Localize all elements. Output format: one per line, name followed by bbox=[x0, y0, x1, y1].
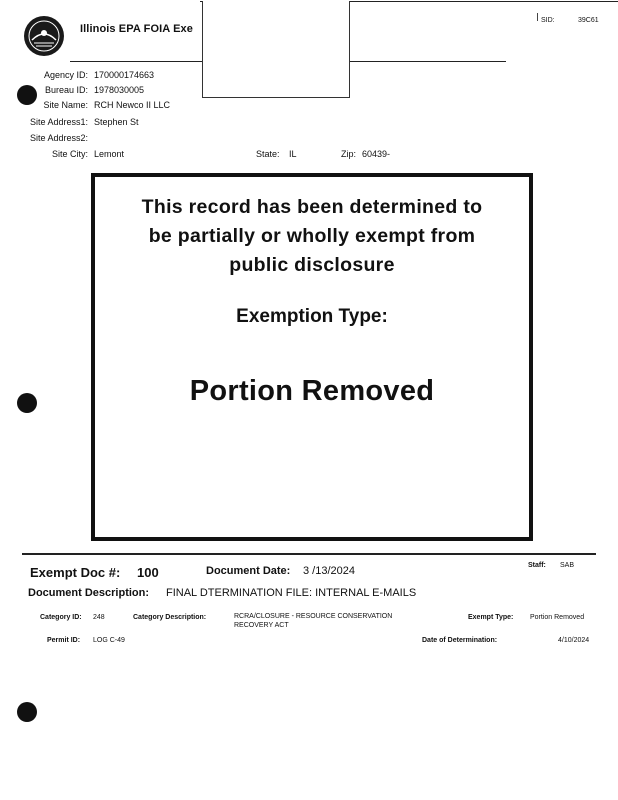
exemption-notice-text bbox=[95, 193, 529, 280]
site-name-value: RCH Newco II LLC bbox=[94, 100, 171, 110]
category-description-line-1: RCRA/CLOSURE - RESOURCE CONSERVATION bbox=[234, 613, 393, 620]
site-address2-label: Site Address2: bbox=[29, 133, 88, 143]
document-date-label: Document Date: bbox=[206, 565, 291, 577]
seal-icon bbox=[24, 16, 64, 56]
exemption-notice-box bbox=[91, 173, 533, 541]
punch-hole-top bbox=[17, 85, 37, 105]
exempt-doc-value: 100 bbox=[137, 565, 159, 580]
notice-line-3: public disclosure bbox=[229, 254, 395, 276]
agency-id-label: Agency ID: bbox=[43, 70, 88, 80]
notice-line-2: be partially or wholly exempt from bbox=[148, 225, 476, 247]
site-address1-label: Site Address1: bbox=[29, 117, 88, 127]
sid-label: SID: bbox=[541, 17, 555, 24]
state-label: State: bbox=[256, 149, 280, 159]
exemption-type-value: Portion Removed bbox=[189, 375, 435, 407]
permit-id-label: Permit ID: bbox=[47, 637, 81, 644]
zip-label: Zip: bbox=[341, 149, 357, 159]
bureau-id-label: Bureau ID: bbox=[44, 85, 88, 95]
site-city-label: Site City: bbox=[51, 149, 88, 159]
illinois-epa-seal-logo bbox=[24, 16, 64, 56]
category-id-label: Category ID: bbox=[40, 614, 82, 621]
date-of-determination-value: 4/10/2024 bbox=[558, 637, 590, 644]
site-address1-value: Stephen St bbox=[94, 117, 139, 127]
bureau-id-value: 1978030005 bbox=[94, 85, 145, 95]
staff-value: SAB bbox=[560, 562, 575, 569]
category-description-label: Category Description: bbox=[133, 614, 207, 621]
category-description-line-2: RECOVERY ACT bbox=[234, 622, 289, 629]
redaction-box bbox=[202, 1, 350, 98]
date-of-determination-label: Date of Determination: bbox=[422, 637, 498, 644]
site-city-value: Lemont bbox=[94, 149, 125, 159]
zip-value: 60439- bbox=[362, 149, 391, 159]
footer-rule bbox=[22, 553, 596, 555]
category-description-value bbox=[234, 612, 392, 630]
document-description-value: FINAL DTERMINATION FILE: INTERNAL E-MAILS bbox=[166, 587, 417, 599]
exemption-type-label: Exemption Type: bbox=[236, 306, 388, 327]
document-description-label: Document Description: bbox=[28, 587, 150, 599]
category-id-value: 248 bbox=[93, 614, 105, 621]
exempt-type-label: Exempt Type: bbox=[468, 614, 514, 621]
staff-label: Staff: bbox=[528, 562, 546, 569]
agency-title: Illinois EPA FOIA Exe bbox=[80, 23, 193, 35]
document-date-value: 3 /13/2024 bbox=[303, 565, 355, 577]
state-value: IL bbox=[289, 149, 297, 159]
sid-tick-mark bbox=[537, 13, 538, 21]
punch-hole-bottom bbox=[17, 702, 37, 722]
permit-id-value: LOG C-49 bbox=[93, 637, 125, 644]
sid-value: 39C61 bbox=[578, 17, 599, 24]
site-name-label: Site Name: bbox=[43, 100, 88, 110]
exempt-type-value: Portion Removed bbox=[530, 614, 585, 621]
punch-hole-middle bbox=[17, 393, 37, 413]
agency-id-value: 170000174663 bbox=[94, 70, 155, 80]
exempt-doc-label: Exempt Doc #: bbox=[30, 565, 121, 580]
notice-line-1: This record has been determined to bbox=[141, 196, 483, 218]
